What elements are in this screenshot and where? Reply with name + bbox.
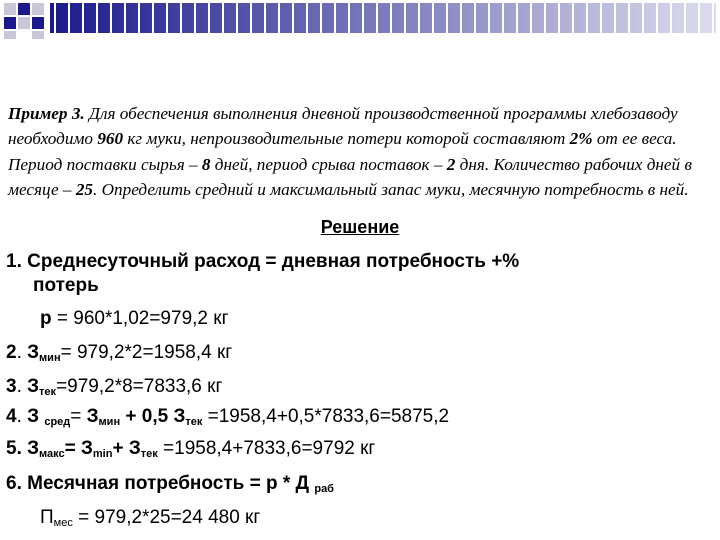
problem-text: от ее веса. Период поставки сырья – [8, 129, 677, 174]
problem-text: . Определить средний и максимальный запас муки, месячную потребность в ней. [93, 180, 689, 200]
problem-text: дня. Количество рабочих дней в месяце – [8, 154, 692, 200]
subscript: раб [314, 483, 334, 495]
expression: = 979,2*2=1958,4 кг [60, 342, 233, 363]
expression: = 960*1,02=979,2 кг [51, 308, 229, 329]
separator: . [16, 406, 28, 427]
step-3 [6, 375, 222, 399]
problem-value: 2% [569, 129, 593, 149]
separator: . [16, 342, 28, 363]
example-label: Пример 3. [8, 104, 85, 123]
symbol: + 0,5 З [120, 406, 186, 427]
separator: . [16, 376, 28, 397]
problem-text: дней, период срыва поставок – [210, 154, 447, 174]
step-number: 3 [6, 376, 17, 397]
subscript: мин [98, 416, 121, 428]
problem-value: 25 [75, 180, 94, 200]
subscript: тек [39, 386, 57, 398]
problem-value: 8 [201, 154, 211, 174]
symbol: + З [112, 438, 141, 459]
step-1-cont: потерь [33, 275, 99, 296]
solution-title: Решение [320, 217, 400, 237]
symbol: З [27, 406, 45, 427]
step-number: 4 [6, 406, 17, 427]
expression: =1958,4+0,5*7833,6=5875,2 [202, 406, 450, 427]
subscript: макс [39, 448, 65, 460]
subscript: мин [39, 352, 61, 364]
subscript: мес [53, 517, 73, 529]
problem-text: Для обеспечения выполнения дневной производственной программы хлебозаводу необходимо [8, 104, 678, 149]
problem-text: кг муки, непроизводительные потери которой составляют [123, 129, 570, 149]
step-5 [6, 437, 375, 461]
step-text: 6. Месячная потребность = p * Д [6, 473, 315, 494]
expression: =1958,4+7833,6=9792 кг [157, 438, 376, 459]
step-6 [6, 472, 334, 496]
problem-statement [8, 101, 712, 203]
step-text: Среднесуточный расход = дневная потребность +% [27, 251, 520, 272]
step-1 [6, 250, 519, 274]
step-number: 5. [6, 438, 28, 459]
equals: = [70, 406, 87, 427]
step-4 [6, 405, 449, 429]
symbol: П [40, 507, 54, 528]
symbol: = З [64, 438, 93, 459]
symbol: З [27, 376, 40, 397]
subscript: тек [140, 448, 158, 460]
subscript: тек [185, 416, 203, 428]
symbol: p [40, 308, 52, 329]
expression: = 979,2*25=24 480 кг [72, 507, 261, 528]
symbol: З [86, 406, 99, 427]
symbol: З [27, 438, 40, 459]
step-number: 1. [6, 251, 22, 272]
title-decoration [0, 0, 720, 40]
symbol: З [27, 342, 40, 363]
step-number: 2 [6, 342, 17, 363]
step-2 [6, 341, 232, 365]
subscript: сред [44, 416, 71, 428]
subscript: min [92, 448, 113, 460]
expression: =979,2*8=7833,6 кг [56, 376, 223, 397]
problem-value: 960 [97, 129, 124, 149]
problem-value: 2 [446, 154, 456, 174]
step-1-formula [40, 307, 229, 331]
step-6-formula [40, 506, 260, 530]
